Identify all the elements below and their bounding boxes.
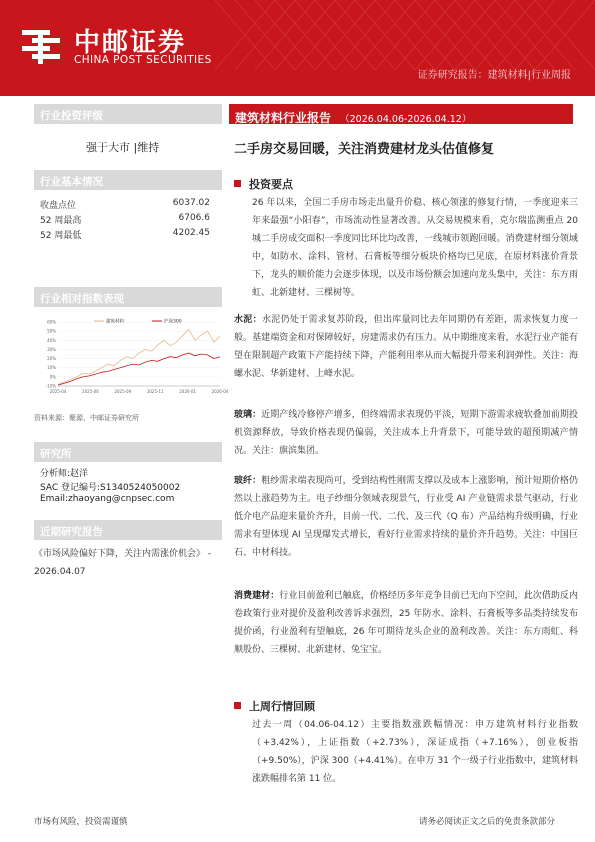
bullet-square-icon bbox=[234, 180, 241, 187]
y-tick-label: 30% bbox=[47, 346, 56, 352]
indicator-label: 52 周最低 bbox=[40, 231, 82, 241]
report-period: （2026.04.06-2026.04.12） bbox=[340, 114, 472, 125]
legend-label: 建筑材料 bbox=[106, 319, 124, 325]
relative-performance-chart bbox=[34, 316, 229, 398]
analyst-email[interactable]: Email:zhaoyang@cnpsec.com bbox=[40, 494, 175, 504]
x-tick-label: 2025-09 bbox=[114, 389, 132, 394]
series-line-building-materials bbox=[58, 329, 220, 384]
x-tick-label: 2025-04 bbox=[49, 389, 67, 394]
analyst-sac: SAC 登记编号:S1340524050002 bbox=[40, 483, 181, 493]
y-tick-label: 10% bbox=[47, 365, 56, 371]
sidebar-heading-rating: 行业投资评级 bbox=[34, 104, 222, 124]
x-tick-label: 2025-06 bbox=[82, 389, 99, 394]
x-tick-label: 2026-01 bbox=[179, 389, 196, 394]
indicator-row bbox=[40, 198, 210, 211]
brand-name-en: CHINA POST SECURITIES bbox=[74, 54, 212, 66]
y-tick-label: 0% bbox=[49, 374, 56, 380]
footer-disclaimer: 请务必阅读正文之后的免责条款部分 bbox=[418, 817, 555, 827]
indicator-value: 4202.45 bbox=[172, 228, 210, 238]
header-pattern bbox=[215, 0, 595, 70]
indicator-row bbox=[40, 213, 210, 226]
y-tick-label: 60% bbox=[47, 319, 56, 325]
sidebar-heading-basic: 行业基本情况 bbox=[34, 170, 222, 190]
report-series: 证券研究报告：建筑材料|行业周报 bbox=[417, 70, 571, 81]
footer-risk: 市场有风险，投资需谨慎 bbox=[34, 817, 128, 827]
report-title-bar bbox=[229, 104, 573, 124]
x-tick-label: 2025-11 bbox=[146, 389, 164, 394]
section-heading-review: 上周行情回顾 bbox=[234, 698, 315, 714]
chart-source: 资料来源：聚源，中邮证券研究所 bbox=[34, 414, 139, 422]
x-tick-label: 2026-04 bbox=[211, 389, 229, 394]
report-header bbox=[0, 0, 595, 96]
publish-time: 发布时间：2026-04-13 bbox=[473, 88, 571, 98]
series-line-csi300 bbox=[58, 353, 220, 385]
y-tick-label: -10% bbox=[45, 383, 56, 389]
paragraph-glass: 玻璃：近期产线冷修停产增多，但终端需求表现仍平淡，短期下游需求疲软叠加前期投机资源释放，导致价格表现仍偏弱，关注成本上升背景下，可能导致的超预期减产情况。关注：旗滨集团。 bbox=[234, 410, 578, 456]
paragraph-intro: 26 年以来，全国二手房市场走出量升价稳、核心领涨的修复行情，一季度迎来三年来最强“小阳春”，市场流动性显著改善。从交易规模来看，克尔瑞监测重点 20 城二手房成交面积一季度同比环比均改善，一线城市领跑回暖。消费建材细分领域中，如防水、涂料、管材、石膏板等细分板块价格均已见底，在原材料涨价背景下，龙头的顺价能力会逐步体现，以及市场份额会加速向龙头集中，关注：东方雨虹、北新建材、三棵树等。 bbox=[252, 198, 578, 298]
paragraph-consumer: 消费建材：行业目前盈利已触底，价格经历多年竞争目前已无向下空间，此次借助反内卷政策行业对提价及盈利改善诉求强烈，25 年防水、涂料、石膏板等多品类持续发布提价函，行业盈利有望触底，26 年可期待龙头企业的盈利改善。关注：东方雨虹、科顺股份、三棵树、北新建材、兔宝宝。 bbox=[234, 591, 578, 655]
y-tick-label: 40% bbox=[47, 337, 56, 343]
y-tick-label: 20% bbox=[47, 356, 56, 362]
brand-name-cn: 中邮证券 bbox=[74, 28, 187, 58]
indicator-label: 52 周最高 bbox=[40, 216, 82, 226]
sidebar-heading-recent: 近期研究报告 bbox=[34, 520, 222, 540]
paragraph-fiberglass: 玻纤：粗纱需求端表现尚可，受到结构性刚需支撑以及成本上涨影响，预计短期价格仍然以上涨趋势为主。电子纱细分领域表现景气，行业受 AI 产业链需求景气驱动，行业低介电产品迎来量价齐升，目前一代、二代、及三代（Q 布）产品结构升级明确，行业需求有望体现 AI 呈现爆发式增长，看好行业需求持续的量价齐升趋势。关注：中国巨石、中材科技。 bbox=[234, 476, 578, 558]
bullet-square-icon bbox=[234, 702, 241, 709]
paragraph-cement: 水泥：水泥仍处于需求复苏阶段，但出库量同比去年同期仍有差距，需求恢复力度一般。基建端资金和对保障较好，房建需求仍有压力。从中期维度来看，水泥行业产能有望在限制超产政策下产能持续下降，产能利用率从而大幅提升带来利润弹性。关注：海螺水泥、华新建材、上峰水泥。 bbox=[234, 315, 578, 379]
indicator-row bbox=[40, 228, 210, 241]
industry-rating: 强于大市 |维持 bbox=[86, 141, 160, 154]
indicator-label: 收盘点位 bbox=[40, 201, 77, 211]
report-title: 建筑材料行业报告 bbox=[235, 111, 332, 125]
report-headline: 二手房交易回暖，关注消费建材龙头估值修复 bbox=[234, 142, 495, 157]
indicator-value: 6037.02 bbox=[172, 198, 210, 208]
china-post-logo-icon bbox=[20, 26, 62, 66]
analyst-name: 分析师:赵洋 bbox=[40, 469, 89, 479]
legend-label: 沪深300 bbox=[164, 319, 182, 325]
section-heading-invest: 投资要点 bbox=[234, 176, 293, 192]
sidebar-heading-research: 研究所 bbox=[34, 442, 222, 462]
paragraph-review: 过去一周（04.06-04.12）主要指数涨跌幅情况：申万建筑材料行业指数（+3.42%），上证指数（+2.73%），深证成指（+7.16%），创业板指（+9.50%），沪深 300（+4.41%）。在申万 31 个一级子行业指数中，建筑材料涨跌幅排名第 11 位。 bbox=[252, 720, 578, 784]
indicator-value: 6706.6 bbox=[178, 213, 210, 223]
y-tick-label: 50% bbox=[47, 328, 56, 334]
recent-report-link[interactable]: 《市场风险偏好下降，关注内需涨价机会》 - 2026.04.07 bbox=[34, 549, 212, 577]
sidebar-heading-performance: 行业相对指数表现 bbox=[34, 287, 222, 307]
